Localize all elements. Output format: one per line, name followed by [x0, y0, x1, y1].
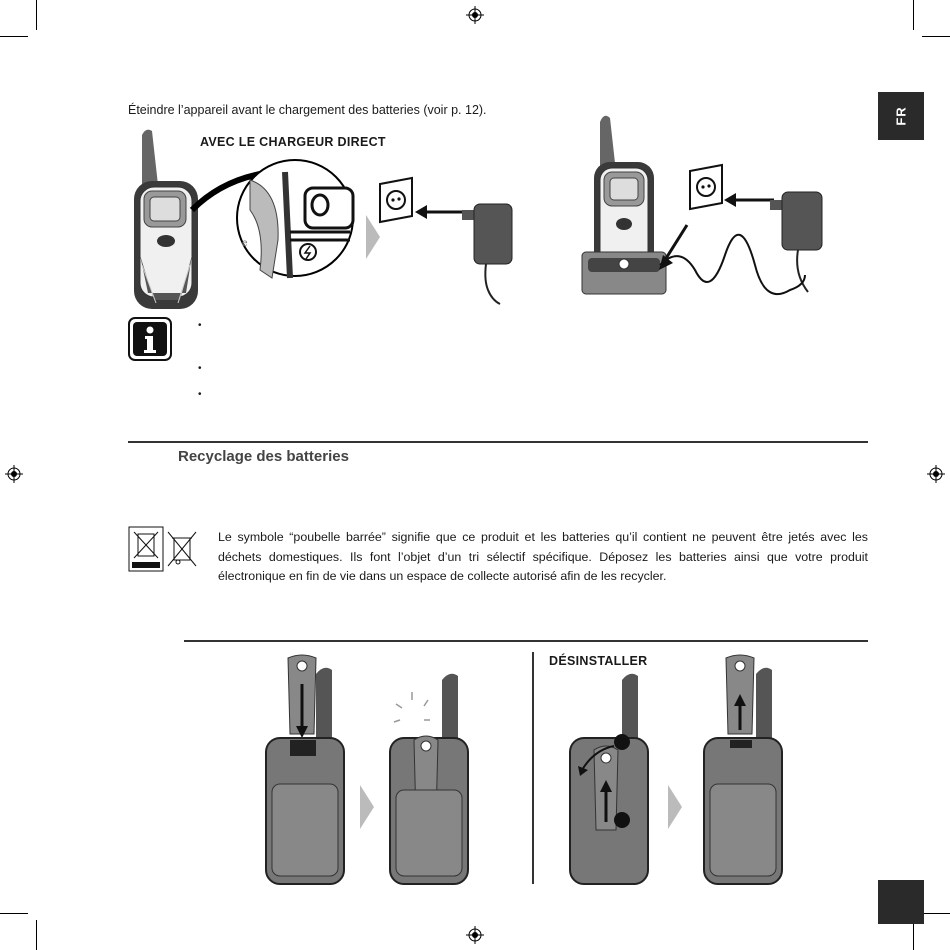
- battery-disposal-icon: [128, 526, 164, 572]
- language-tab: [878, 92, 924, 140]
- page-corner-tab: [878, 880, 924, 924]
- registration-mark-icon: [5, 465, 23, 483]
- column-divider: [532, 652, 534, 884]
- battery-installed-illustration: [386, 670, 472, 884]
- crop-mark: [36, 920, 37, 950]
- power-adapter-icon: [456, 200, 526, 305]
- recycling-text: Le symbole “poubelle barrée” signifie que ce produit et les batteries qu’il contient ne peuvent être jetés avec les déchets domestiques. Ils font l’objet d’un tri sélectif spécifique. Déposez les batteries ainsi que votre produit électronique en fin de vie dans un espace de collecte autorisé afin de les recycler.: [218, 530, 868, 583]
- crop-mark: [0, 36, 28, 37]
- battery-removed-illustration: [700, 654, 786, 884]
- registration-mark-icon: [927, 465, 945, 483]
- crop-mark: [922, 913, 950, 914]
- recycling-title: Recyclage des batteries: [178, 448, 349, 465]
- step-arrow-icon: [360, 785, 374, 829]
- step-arrow-icon: [668, 785, 682, 829]
- info-icon: [128, 317, 172, 361]
- direct-charger-label: AVEC LE CHARGEUR DIRECT: [200, 135, 386, 149]
- intro-text: Éteindre l’appareil avant le chargement des batteries (voir p. 12).: [128, 103, 487, 117]
- crossed-bin-icon: [166, 530, 198, 568]
- language-tab-label: FR: [893, 106, 909, 126]
- battery-insert-illustration: [262, 654, 348, 884]
- section-divider: [184, 640, 868, 642]
- info-bullet: •: [198, 389, 202, 400]
- registration-mark-icon: [466, 926, 484, 944]
- registration-mark-icon: [466, 6, 484, 24]
- crop-mark: [913, 920, 914, 950]
- crop-mark: [913, 0, 914, 30]
- uninstall-label: DÉSINSTALLER: [549, 654, 648, 668]
- charge-port-zoom-illustration: [190, 160, 360, 290]
- charger-cable-illustration: [655, 215, 825, 305]
- battery-remove-illustration: [566, 670, 656, 884]
- wall-socket-icon: [688, 165, 724, 209]
- crop-mark: [36, 0, 37, 30]
- crop-mark: [922, 36, 950, 37]
- socket-letter: e: [242, 238, 248, 249]
- info-bullet: •: [198, 363, 202, 374]
- crop-mark: [0, 913, 28, 914]
- wall-socket-icon: [378, 178, 414, 222]
- info-bullet: •: [198, 320, 202, 331]
- section-divider: [128, 441, 868, 443]
